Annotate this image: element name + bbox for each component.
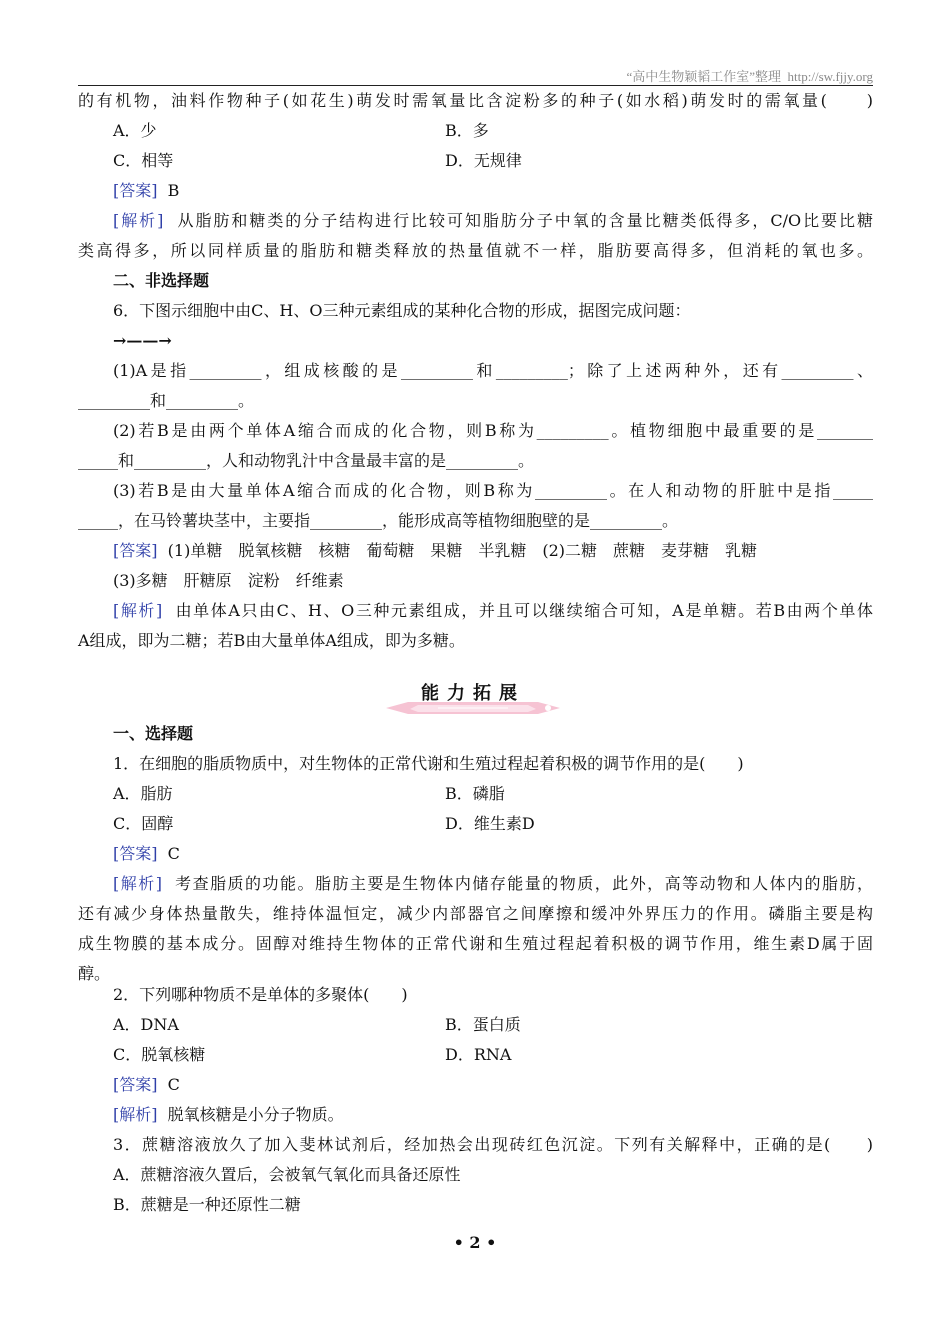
e1-explanation-line-2: 还有减少身体热量散失，维持体温恒定，减少内部器官之间摩擦和缓冲外界压力的作用。磷脂主要是构 — [78, 904, 873, 923]
q5-explanation-line-2: 类高得多，所以同样质量的脂肪和糖类释放的热量值就不一样，脂肪要高得多，但消耗的氧也多。 — [78, 241, 873, 260]
answer-tag: [答案] — [113, 844, 158, 863]
q5-answer — [113, 176, 873, 206]
q5-option-c: C．相等 — [113, 151, 174, 170]
section-banner-title: 能力拓展 — [421, 683, 525, 704]
e2-option-c: C．脱氧核糖 — [113, 1045, 206, 1064]
answer-tag: [答案] — [113, 541, 158, 560]
e1-option-a: A．脂肪 — [113, 784, 173, 803]
explanation-tag: [解析] — [113, 601, 163, 620]
section-heading-nonchoice: 二、非选择题 — [113, 271, 210, 290]
answer-tag: [答案] — [113, 181, 158, 200]
explanation-tag: [解析] — [113, 1105, 158, 1124]
e3-stem: 3．蔗糖溶液放久了加入斐林试剂后，经加热会出现砖红色沉淀。下列有关解释中，正确的是( ) — [113, 1135, 873, 1154]
q5-option-d: D．无规律 — [445, 151, 522, 170]
e2-option-a: A．DNA — [113, 1015, 179, 1034]
q5-option-b: B．多 — [445, 121, 489, 140]
e1-explanation-line-3: 成生物膜的基本成分。固醇对维持生物体的正常代谢和生殖过程起着积极的调节作用，维生素D属于固 — [78, 934, 873, 953]
e2-stem: 2．下列哪种物质不是单体的多聚体( ) — [113, 985, 408, 1004]
q6-stem: 6．下图示细胞中由C、H、O三种元素组成的某种化合物的形成，据图完成问题： — [113, 301, 691, 320]
e1-answer — [113, 839, 873, 869]
q6-diagram-arrows: →——→ — [113, 331, 172, 350]
e2-explanation: [解析] 脱氧核糖是小分子物质。 — [113, 1105, 344, 1124]
q5-stem-continued: 的有机物，油料作物种子(如花生)萌发时需氧量比含淀粉多的种子(如水稻)萌发时的需氧量( ) — [78, 91, 873, 110]
q6-answer-line-2: (3)多糖 肝糖原 淀粉 纤维素 — [113, 571, 344, 590]
answer-value: C — [167, 1075, 180, 1094]
e2-answer — [113, 1070, 873, 1100]
e1-explanation-line-1: [解析] 考查脂质的功能。脂肪主要是生物体内储存能量的物质，此外，高等动物和人体内的脂肪， — [113, 874, 873, 893]
e2-option-d: D．RNA — [445, 1045, 512, 1064]
answer-value: B — [167, 181, 180, 200]
e1-option-c: C．固醇 — [113, 814, 174, 833]
answer-tag: [答案] — [113, 1075, 158, 1094]
page-number: • 2 • — [453, 1233, 497, 1252]
q6-part2-line-1: (2)若B是由两个单体A缩合而成的化合物，则B称为_________。植物细胞中最重要的是_______ — [113, 421, 873, 440]
e2-option-b: B．蛋白质 — [445, 1015, 521, 1034]
explanation-tag: [解析] — [113, 874, 162, 893]
explanation-tag: [解析] — [113, 211, 164, 230]
e1-option-d: D．维生素D — [445, 814, 535, 833]
q6-part2-line-2: _____和_________，人和动物乳汁中含量最丰富的是_________。 — [78, 451, 535, 470]
q6-answer-line-1: [答案] (1)单糖 脱氧核糖 核糖 葡萄糖 果糖 半乳糖 (2)二糖 蔗糖 麦芽糖 乳糖 — [113, 541, 758, 560]
q6-part3-line-1: (3)若B是由大量单体A缩合而成的化合物，则B称为_________。在人和动物的肝脏中是指_____ — [113, 481, 873, 500]
e3-option-b: B．蔗糖是一种还原性二糖 — [113, 1195, 301, 1214]
q6-part3-line-2: _____，在马铃薯块茎中，主要指_________，能形成高等植物细胞壁的是_________。 — [78, 511, 679, 530]
q6-explanation-line-2: A组成，即为二糖；若B由大量单体A组成，即为多糖。 — [78, 631, 465, 650]
e3-option-a: A．蔗糖溶液久置后，会被氧气氧化而具备还原性 — [113, 1165, 461, 1184]
section-heading-choice: 一、选择题 — [113, 724, 194, 743]
q6-part1-line-1: (1)A是指_________，组成核酸的是_________和_________；除了上述两种外，还有_________、 — [113, 361, 873, 380]
answer-value: C — [167, 844, 180, 863]
e1-option-b: B．磷脂 — [445, 784, 505, 803]
header-note: “高中生物颖韬工作室”整理 — [626, 69, 782, 84]
e1-explanation-line-4: 醇。 — [78, 964, 111, 983]
header-url: http://sw.fjjy.org — [787, 69, 873, 84]
q6-part1-line-2: _________和_________。 — [78, 391, 255, 410]
q5-option-a: A．少 — [113, 121, 157, 140]
q5-explanation-line-1: [解析] 从脂肪和糖类的分子结构进行比较可知脂肪分子中氧的含量比糖类低得多，C/O比要比糖 — [113, 211, 873, 230]
q6-explanation-line-1: [解析] 由单体A只由C、H、O三种元素组成，并且可以继续缩合可知，A是单糖。若B由两个单体 — [113, 601, 873, 620]
page-header — [626, 66, 873, 85]
e1-stem: 1．在细胞的脂质物质中，对生物体的正常代谢和生殖过程起着积极的调节作用的是( ) — [113, 754, 744, 773]
